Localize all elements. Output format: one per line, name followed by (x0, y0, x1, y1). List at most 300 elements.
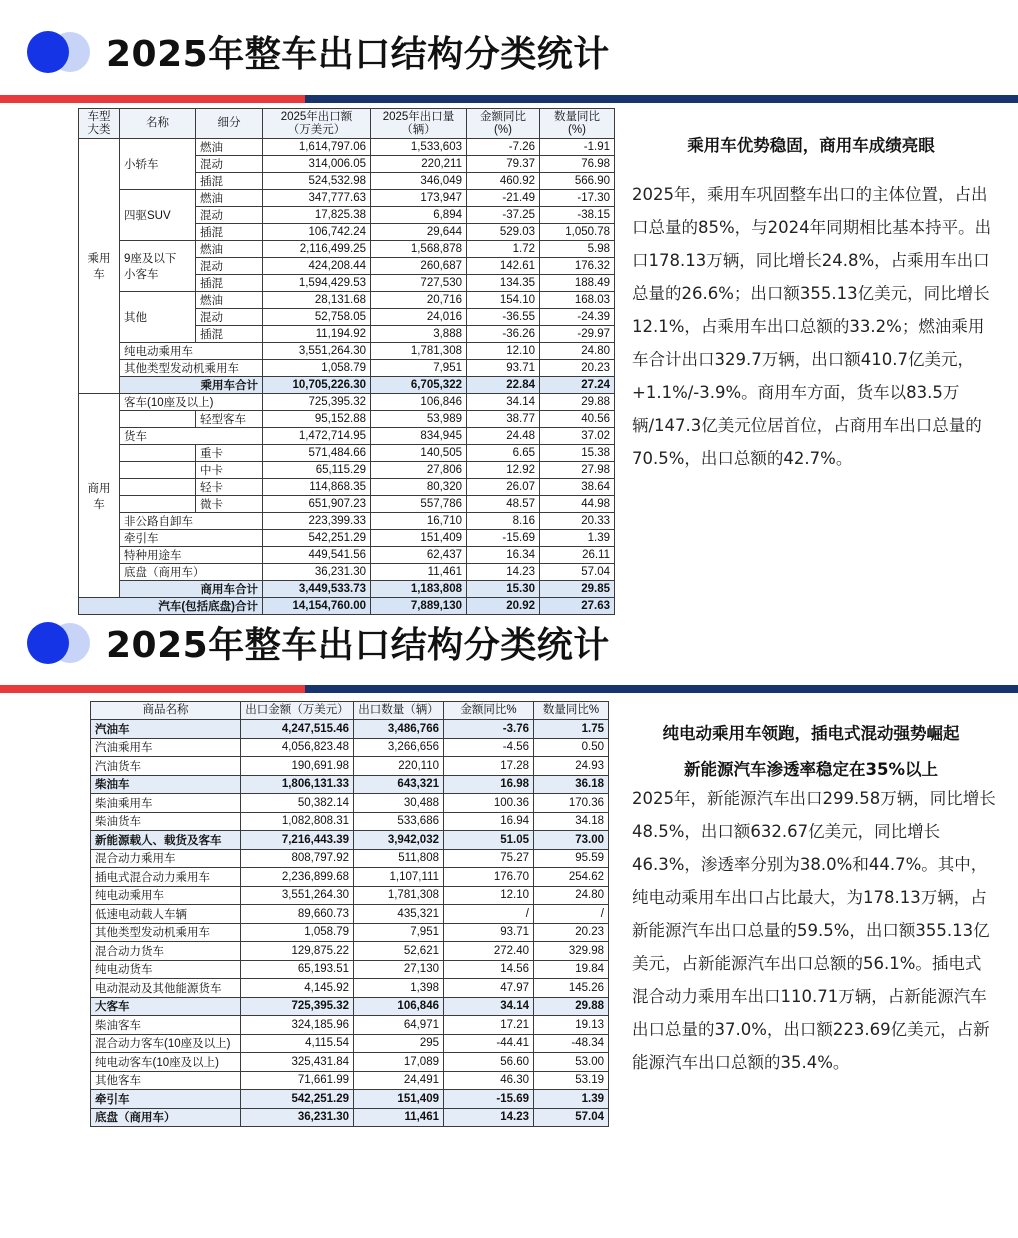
row-sub: 插混 (196, 326, 263, 343)
cell-qty: 1,183,808 (371, 581, 467, 598)
cell-amt-yoy: 17.21 (444, 1016, 534, 1035)
cell-amt-yoy: 93.71 (444, 923, 534, 942)
cell-qty-yoy: 19.13 (534, 1016, 609, 1035)
table-row (79, 139, 615, 156)
cell-qty-yoy: / (534, 905, 609, 924)
cell-amount: 1,058.79 (241, 923, 354, 942)
row-name: 客车(10座及以上) (120, 394, 263, 411)
decor-circle-blue (27, 31, 69, 73)
cell-amt-yoy: 16.94 (444, 812, 534, 831)
row-name: 货车 (120, 428, 263, 445)
cell-amt-yoy: 51.05 (444, 831, 534, 850)
cell-qty-yoy: 44.98 (540, 496, 615, 513)
cell-qty-yoy: 19.84 (534, 960, 609, 979)
cell-qty: 30,488 (354, 794, 444, 813)
row-name: 柴油客车 (91, 1016, 241, 1035)
cell-qty: 106,846 (354, 997, 444, 1016)
cell-amount: 11,194.92 (263, 326, 371, 343)
cell-qty-yoy: 20.23 (534, 923, 609, 942)
cell-amount: 2,236,899.68 (241, 868, 354, 887)
cell-qty-yoy: 170.36 (534, 794, 609, 813)
table-row (79, 513, 615, 530)
category-label: 乘用 车 (87, 253, 111, 281)
cell-qty-yoy: 24.80 (534, 886, 609, 905)
row-name (120, 241, 196, 292)
cell-amt-yoy: 16.98 (444, 775, 534, 794)
category-label: 商用 车 (87, 482, 111, 511)
cell-qty-yoy: -24.39 (540, 309, 615, 326)
cell-qty-yoy: 1,050.78 (540, 224, 615, 241)
cell-amount: 65,115.29 (263, 462, 371, 479)
cell-amt-yoy: -3.76 (444, 720, 534, 739)
row-sub: 微卡 (196, 496, 263, 513)
cell-amt-yoy: 272.40 (444, 942, 534, 961)
cell-qty: 1,781,308 (371, 343, 467, 360)
cell-qty-yoy: 20.33 (540, 513, 615, 530)
cell-amt-yoy: -15.69 (444, 1090, 534, 1109)
cell-qty: 24,491 (354, 1071, 444, 1090)
row-sub: 混动 (196, 258, 263, 275)
row-sub: 燃油 (196, 139, 263, 156)
cell-qty: 16,710 (371, 513, 467, 530)
row-name: 混合动力乘用车 (91, 849, 241, 868)
table-row (79, 241, 615, 258)
cell-qty: 3,888 (371, 326, 467, 343)
cell-amt-yoy: 154.10 (467, 292, 540, 309)
cell-amt-yoy: -36.55 (467, 309, 540, 326)
cell-amount: 325,431.84 (241, 1053, 354, 1072)
cell-amt-yoy: / (444, 905, 534, 924)
table-row (79, 462, 615, 479)
cell-qty: 643,321 (354, 775, 444, 794)
table-row (91, 923, 609, 942)
cell-amt-yoy: 134.35 (467, 275, 540, 292)
cell-qty: 6,705,322 (371, 377, 467, 394)
cell-amount: 4,115.54 (241, 1034, 354, 1053)
table-row (79, 394, 615, 411)
table-row (91, 1108, 609, 1127)
passenger-total-row (79, 377, 615, 394)
cell-qty-yoy: 254.62 (534, 868, 609, 887)
cell-qty: 435,321 (354, 905, 444, 924)
cell-amt-yoy: 46.30 (444, 1071, 534, 1090)
row-name: 汽油货车 (91, 757, 241, 776)
section-2-summary (626, 720, 996, 1079)
row-name: 汽油乘用车 (91, 738, 241, 757)
page-title: 2025年整车出口结构分类统计 (106, 34, 610, 75)
row-name: 特种用途车 (120, 547, 263, 564)
table-row (79, 343, 615, 360)
cell-amt-yoy: 460.92 (467, 173, 540, 190)
cell-amount: 28,131.68 (263, 292, 371, 309)
cell-amount: 65,193.51 (241, 960, 354, 979)
cell-qty-yoy: 53.19 (534, 1071, 609, 1090)
table-row (91, 831, 609, 850)
cell-qty-yoy: -48.34 (534, 1034, 609, 1053)
row-name: 牵引车 (120, 530, 263, 547)
total-label: 乘用车合计 (120, 377, 263, 394)
commercial-total-row (79, 581, 615, 598)
row-name: 混合动力客车(10座及以上) (91, 1034, 241, 1053)
header-stripe (0, 95, 1018, 103)
section-2-header (0, 600, 1018, 690)
cell-amount: 324,185.96 (241, 1016, 354, 1035)
cell-amt-yoy: 100.36 (444, 794, 534, 813)
row-name: 柴油乘用车 (91, 794, 241, 813)
cell-amt-yoy: 20.92 (467, 598, 540, 615)
page-title: 2025年整车出口结构分类统计 (106, 625, 610, 666)
summary-text: 2025年，新能源汽车出口299.58万辆，同比增长48.5%，出口额632.67亿美元，同比增长46.3%，渗透率分别为38.0%和44.7%。其中，纯电动乘用车出口占比最大，为178.13万辆，占新能源汽车出口总量的59.5%，出口额355.13亿美元，占新能源汽车出口总额的56.1%。插电式混合动力乘用车出口110.71万辆，占新能源汽车出口总量的37.0%，出口额223.69亿美元，占新能源汽车出口总额的35.4%。 (632, 789, 996, 1072)
cell-amt-yoy: -21.49 (467, 190, 540, 207)
cell-amount: 1,614,797.06 (263, 139, 371, 156)
cell-amount: 808,797.92 (241, 849, 354, 868)
header-cell: 出口金额（万美元） (241, 702, 354, 720)
cell-amt-yoy: -4.56 (444, 738, 534, 757)
table-row (79, 190, 615, 207)
row-name: 柴油货车 (91, 812, 241, 831)
cell-qty: 140,505 (371, 445, 467, 462)
header-cell: 车型 大类 (79, 109, 120, 139)
cell-qty-yoy: 1.39 (540, 530, 615, 547)
cell-amount: 89,660.73 (241, 905, 354, 924)
row-sub: 插混 (196, 224, 263, 241)
row-sub: 混动 (196, 309, 263, 326)
table-row (91, 979, 609, 998)
row-name-text: 9座及以下 小客车 (124, 253, 177, 281)
cell-amount: 3,551,264.30 (263, 343, 371, 360)
cell-amount: 424,208.44 (263, 258, 371, 275)
cell-qty-yoy: -17.30 (540, 190, 615, 207)
cell-amount: 4,145.92 (241, 979, 354, 998)
cell-qty-yoy: 145.26 (534, 979, 609, 998)
cell-qty-yoy: 27.24 (540, 377, 615, 394)
row-sub: 混动 (196, 156, 263, 173)
cell-amount: 71,661.99 (241, 1071, 354, 1090)
cell-amount: 3,449,533.73 (263, 581, 371, 598)
section-1 (0, 0, 1018, 613)
cell-qty-yoy: 0.50 (534, 738, 609, 757)
cell-qty: 27,806 (371, 462, 467, 479)
section-1-header (0, 0, 1018, 90)
header-stripe (0, 685, 1018, 693)
cell-qty: 17,089 (354, 1053, 444, 1072)
header-cell: 金额同比% (444, 702, 534, 720)
cell-amt-yoy: 142.61 (467, 258, 540, 275)
cell-qty: 3,942,032 (354, 831, 444, 850)
summary-heading: 乘用车优势稳固，商用车成绩亮眼 (687, 136, 935, 155)
table-row (79, 530, 615, 547)
cell-qty: 6,894 (371, 207, 467, 224)
table-row (91, 1071, 609, 1090)
cell-qty: 834,945 (371, 428, 467, 445)
cell-amt-yoy: 22.84 (467, 377, 540, 394)
category-cell (79, 394, 120, 598)
cell-qty: 220,211 (371, 156, 467, 173)
row-name (120, 292, 196, 343)
row-sub: 轻型客车 (196, 411, 263, 428)
row-name: 电动混动及其他能源货车 (91, 979, 241, 998)
cell-qty: 1,533,603 (371, 139, 467, 156)
cell-amt-yoy: 47.97 (444, 979, 534, 998)
header-cell: 出口数量（辆） (354, 702, 444, 720)
cell-amount: 50,382.14 (241, 794, 354, 813)
row-sub: 燃油 (196, 190, 263, 207)
cell-amt-yoy: -36.26 (467, 326, 540, 343)
cell-qty-yoy: 5.98 (540, 241, 615, 258)
table-row (79, 360, 615, 377)
row-name: 纯电动乘用车 (120, 343, 263, 360)
table-row (91, 1016, 609, 1035)
cell-qty-yoy: 20.23 (540, 360, 615, 377)
cell-qty-yoy: 29.88 (540, 394, 615, 411)
table-row (79, 479, 615, 496)
cell-qty-yoy: 95.59 (534, 849, 609, 868)
table-header-row (91, 702, 609, 720)
decor-circle-blue (27, 622, 69, 664)
cell-qty-yoy: 29.88 (534, 997, 609, 1016)
cell-qty-yoy: 57.04 (534, 1108, 609, 1127)
cell-amount: 129,875.22 (241, 942, 354, 961)
cell-qty: 64,971 (354, 1016, 444, 1035)
cell-amount: 17,825.38 (263, 207, 371, 224)
row-sub: 燃油 (196, 292, 263, 309)
cell-qty: 533,686 (354, 812, 444, 831)
row-name (120, 411, 196, 428)
cell-amt-yoy: 6.65 (467, 445, 540, 462)
row-name: 插电式混合动力乘用车 (91, 868, 241, 887)
cell-qty: 106,846 (371, 394, 467, 411)
cell-qty: 52,621 (354, 942, 444, 961)
table-row (91, 794, 609, 813)
table-row (91, 812, 609, 831)
cell-qty-yoy: 1.39 (534, 1090, 609, 1109)
cell-amount: 542,251.29 (241, 1090, 354, 1109)
row-sub: 轻卡 (196, 479, 263, 496)
row-name: 其他类型发动机乘用车 (120, 360, 263, 377)
cell-qty: 1,107,111 (354, 868, 444, 887)
cell-qty-yoy: -29.97 (540, 326, 615, 343)
cell-qty: 3,266,656 (354, 738, 444, 757)
cell-qty-yoy: 1.75 (534, 720, 609, 739)
cell-qty: 20,716 (371, 292, 467, 309)
row-name: 纯电动货车 (91, 960, 241, 979)
cell-amt-yoy: 14.23 (444, 1108, 534, 1127)
category-cell (79, 139, 120, 394)
cell-amount: 4,056,823.48 (241, 738, 354, 757)
cell-amount: 314,006.05 (263, 156, 371, 173)
cell-amt-yoy: 34.14 (467, 394, 540, 411)
cell-qty: 295 (354, 1034, 444, 1053)
cell-amount: 52,758.05 (263, 309, 371, 326)
cell-amount: 725,395.32 (263, 394, 371, 411)
cell-qty-yoy: 37.02 (540, 428, 615, 445)
header-cell: 商品名称 (91, 702, 241, 720)
header-cell: 2025年出口量 （辆） (371, 109, 467, 139)
cell-amount: 114,868.35 (263, 479, 371, 496)
section-1-summary (626, 132, 996, 475)
cell-qty-yoy: 27.98 (540, 462, 615, 479)
cell-qty: 62,437 (371, 547, 467, 564)
summary-text: 2025年，乘用车巩固整车出口的主体位置，占出口总量的85%，与2024年同期相比基本持平。出口178.13万辆，同比增长24.8%，占乘用车出口总量的26.6%；出口额355.13亿美元，同比增长12.1%，占乘用车出口总额的33.2%；燃油乘用车合计出口329.7万辆，出口额410.7亿美元，+1.1%/-3.9%。商用车方面，货车以83.5万辆/147.3亿美元位居首位，占商用车出口总量的70.5%，出口总额的42.7%。 (632, 185, 992, 468)
row-name: 柴油车 (91, 775, 241, 794)
cell-qty-yoy: 29.85 (540, 581, 615, 598)
cell-amt-yoy: 12.10 (467, 343, 540, 360)
cell-amt-yoy: -7.26 (467, 139, 540, 156)
cell-amount: 651,907.23 (263, 496, 371, 513)
cell-qty: 11,461 (354, 1108, 444, 1127)
table-row (91, 849, 609, 868)
row-sub: 混动 (196, 207, 263, 224)
cell-amount: 1,594,429.53 (263, 275, 371, 292)
cell-qty-yoy: 38.64 (540, 479, 615, 496)
row-name: 底盘（商用车） (120, 564, 263, 581)
row-sub: 中卡 (196, 462, 263, 479)
row-sub: 燃油 (196, 241, 263, 258)
cell-qty: 29,644 (371, 224, 467, 241)
cell-qty-yoy: 24.80 (540, 343, 615, 360)
cell-amount: 347,777.63 (263, 190, 371, 207)
table-row (91, 1090, 609, 1109)
table-row (79, 445, 615, 462)
table-row (91, 886, 609, 905)
cell-amt-yoy: 1.72 (467, 241, 540, 258)
cell-amount: 2,116,499.25 (263, 241, 371, 258)
cell-amt-yoy: 56.60 (444, 1053, 534, 1072)
cell-amount: 3,551,264.30 (241, 886, 354, 905)
cell-amt-yoy: 26.07 (467, 479, 540, 496)
cell-qty: 7,889,130 (371, 598, 467, 615)
cell-amt-yoy: 17.28 (444, 757, 534, 776)
cell-qty: 346,049 (371, 173, 467, 190)
row-name: 非公路自卸车 (120, 513, 263, 530)
table-row (91, 738, 609, 757)
row-name: 纯电动乘用车 (91, 886, 241, 905)
export-structure-table (78, 108, 615, 615)
cell-amt-yoy: 16.34 (467, 547, 540, 564)
cell-amt-yoy: 34.14 (444, 997, 534, 1016)
table-header-row (79, 109, 615, 139)
row-name: 牵引车 (91, 1090, 241, 1109)
cell-amount: 36,231.30 (263, 564, 371, 581)
section-2 (0, 600, 1018, 1238)
cell-qty: 151,409 (354, 1090, 444, 1109)
cell-qty: 260,687 (371, 258, 467, 275)
cell-amount: 1,806,131.33 (241, 775, 354, 794)
cell-qty-yoy: 40.56 (540, 411, 615, 428)
cell-amt-yoy: -37.25 (467, 207, 540, 224)
table-row (79, 292, 615, 309)
table-row (91, 942, 609, 961)
cell-qty-yoy: 36.18 (534, 775, 609, 794)
row-name: 大客车 (91, 997, 241, 1016)
cell-amt-yoy: 8.16 (467, 513, 540, 530)
row-name: 新能源载人、载货及客车 (91, 831, 241, 850)
header-cell: 数量同比 (%) (540, 109, 615, 139)
cell-qty: 151,409 (371, 530, 467, 547)
table-row (91, 905, 609, 924)
cell-qty-yoy: 176.32 (540, 258, 615, 275)
cell-qty: 1,781,308 (354, 886, 444, 905)
table-row (79, 411, 615, 428)
cell-qty-yoy: 566.90 (540, 173, 615, 190)
cell-amt-yoy: 93.71 (467, 360, 540, 377)
cell-amount: 1,472,714.95 (263, 428, 371, 445)
row-sub: 插混 (196, 173, 263, 190)
table-row (79, 496, 615, 513)
cell-amount: 190,691.98 (241, 757, 354, 776)
header-cell: 数量同比% (534, 702, 609, 720)
cell-amount: 4,247,515.46 (241, 720, 354, 739)
cell-qty-yoy: 15.38 (540, 445, 615, 462)
cell-qty-yoy: 26.11 (540, 547, 615, 564)
cell-amount: 36,231.30 (241, 1108, 354, 1127)
table-row (91, 997, 609, 1016)
cell-amount: 542,251.29 (263, 530, 371, 547)
cell-qty: 727,530 (371, 275, 467, 292)
row-name: 其他客车 (91, 1071, 241, 1090)
cell-qty: 3,486,766 (354, 720, 444, 739)
row-sub: 插混 (196, 275, 263, 292)
cell-qty-yoy: 53.00 (534, 1053, 609, 1072)
header-cell: 2025年出口额 （万美元） (263, 109, 371, 139)
grand-total-label: 汽车(包括底盘)合计 (79, 598, 263, 615)
table-row (79, 547, 615, 564)
cell-amt-yoy: 75.27 (444, 849, 534, 868)
cell-qty: 1,398 (354, 979, 444, 998)
header-cell: 名称 (120, 109, 196, 139)
summary-heading-1: 纯电动乘用车领跑，插电式混动强势崛起 (662, 724, 960, 743)
cell-amount: 524,532.98 (263, 173, 371, 190)
row-name: 汽油车 (91, 720, 241, 739)
table-row (79, 428, 615, 445)
row-name: 低速电动载人车辆 (91, 905, 241, 924)
energy-type-table (90, 701, 609, 1127)
cell-qty: 173,947 (371, 190, 467, 207)
cell-amount: 1,082,808.31 (241, 812, 354, 831)
row-name-text: 其他 (124, 312, 147, 324)
cell-qty: 11,461 (371, 564, 467, 581)
cell-amt-yoy: 176.70 (444, 868, 534, 887)
cell-qty-yoy: 76.98 (540, 156, 615, 173)
row-name-text: 四驱SUV (124, 210, 171, 222)
cell-qty-yoy: -1.91 (540, 139, 615, 156)
cell-qty: 53,989 (371, 411, 467, 428)
cell-qty-yoy: 168.03 (540, 292, 615, 309)
row-name (120, 139, 196, 190)
row-name (120, 445, 196, 462)
cell-amt-yoy: 12.10 (444, 886, 534, 905)
row-name: 混合动力货车 (91, 942, 241, 961)
cell-qty-yoy: 34.18 (534, 812, 609, 831)
row-name-text: 小轿车 (124, 159, 159, 171)
summary-heading-2: 新能源汽车渗透率稳定在35%以上 (684, 760, 938, 779)
cell-qty: 1,568,878 (371, 241, 467, 258)
cell-amt-yoy: 14.56 (444, 960, 534, 979)
cell-amt-yoy: 15.30 (467, 581, 540, 598)
cell-amount: 95,152.88 (263, 411, 371, 428)
table-row (79, 564, 615, 581)
cell-qty: 24,016 (371, 309, 467, 326)
cell-qty-yoy: 27.63 (540, 598, 615, 615)
cell-amount: 449,541.56 (263, 547, 371, 564)
cell-qty-yoy: 329.98 (534, 942, 609, 961)
cell-amt-yoy: 38.77 (467, 411, 540, 428)
cell-qty: 7,951 (371, 360, 467, 377)
cell-amt-yoy: 14.23 (467, 564, 540, 581)
cell-amt-yoy: -44.41 (444, 1034, 534, 1053)
cell-qty-yoy: 188.49 (540, 275, 615, 292)
cell-qty-yoy: 57.04 (540, 564, 615, 581)
